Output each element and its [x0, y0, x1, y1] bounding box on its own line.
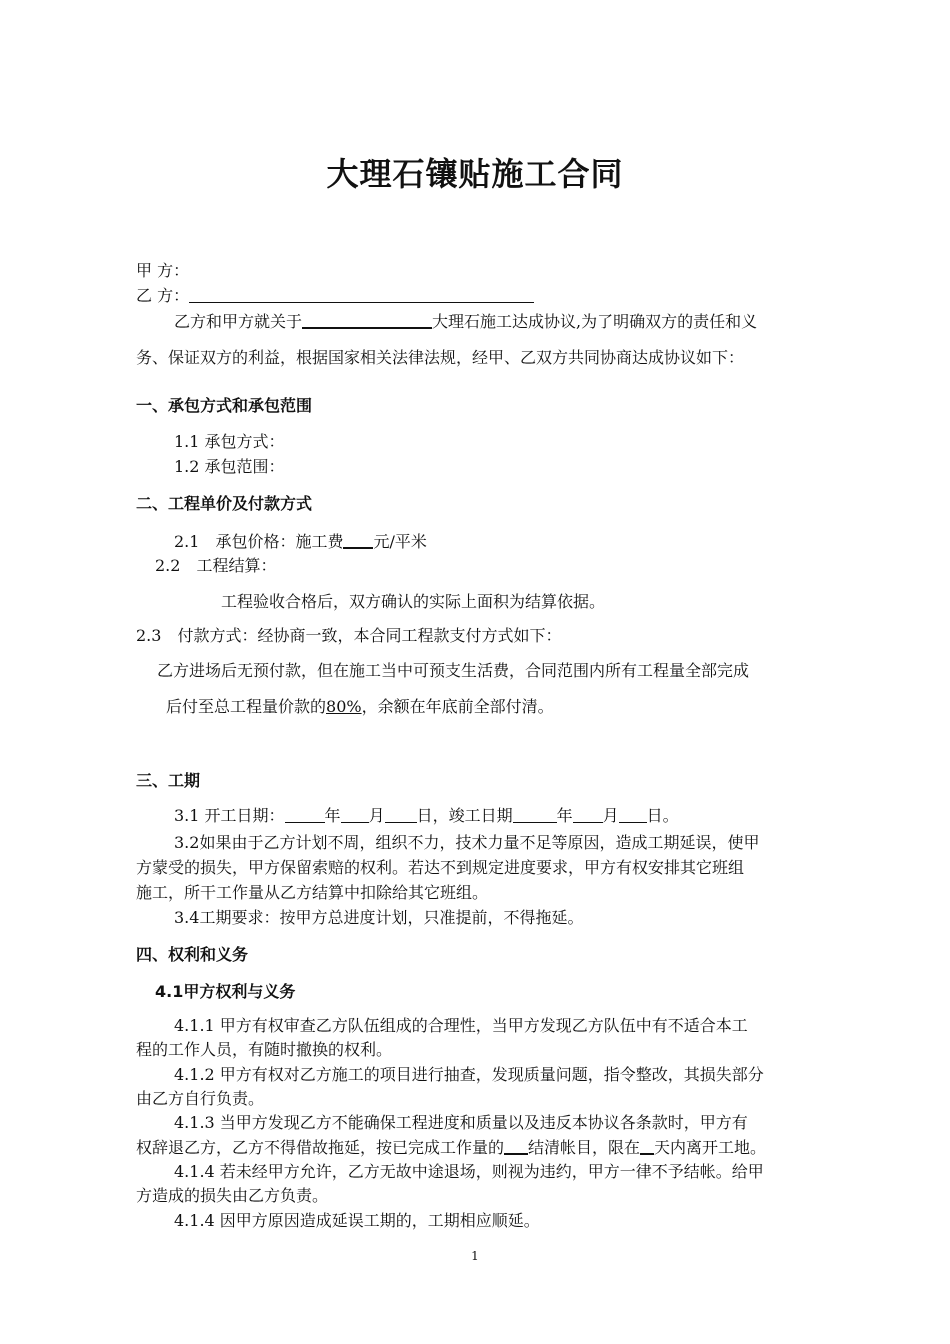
year-label: 年 [324, 806, 341, 825]
payment-text-2b: ，余额在年底前全部付清。 [361, 697, 554, 716]
clause-4-1-4b: 4.1.4 因甲方原因造成延误工期的，工期相应顺延。 [174, 1211, 540, 1230]
item-2-1-text: 2.1 承包价格：施工费 [174, 532, 344, 551]
payment-percent: 80% [326, 697, 362, 716]
start-day-blank [385, 806, 417, 823]
item-2-2-text: 工程验收合格后，双方确认的实际上面积为结算依据。 [221, 592, 606, 611]
item-3-1 [174, 806, 679, 826]
party-a-line [136, 261, 189, 281]
item-1-1: 1.1 承包方式： [174, 432, 285, 451]
days-blank [640, 1137, 654, 1155]
item-1-2: 1.2 承包范围： [174, 457, 285, 476]
month-label: 月 [368, 806, 385, 825]
day-label-2: 日。 [646, 806, 679, 825]
payment-line-2 [166, 697, 554, 717]
month-label-2: 月 [602, 806, 619, 825]
page-number: 1 [471, 1249, 479, 1263]
end-year-blank [513, 806, 557, 823]
payment-text-2a: 后付至总工程量价款的 [166, 697, 327, 716]
party-b-line [136, 286, 534, 306]
payment-line-1: 乙方进场后无预付款，但在施工当中可预支生活费，合同范围内所有工程量全部完成 [157, 661, 750, 680]
clause-4-1-3-line-2 [136, 1137, 766, 1158]
project-name-blank [302, 311, 432, 329]
clause-4-1-2-line-1: 4.1.2 甲方有权对乙方施工的项目进行抽查，发现质量问题，指令整改，其损失部分 [174, 1065, 764, 1084]
item-3-2-line-3: 施工，所干工作量从乙方结算中扣除给其它班组。 [136, 883, 489, 902]
clause-4-1-1-line-1: 4.1.1 甲方有权审查乙方队伍组成的合理性，当甲方发现乙方队伍中有不适合本工 [174, 1016, 748, 1035]
intro-line-2: 务、保证双方的利益，根据国家相关法律法规，经甲、乙双方共同协商达成协议如下： [136, 348, 745, 367]
start-year-blank [285, 806, 325, 823]
settlement-percent-blank [504, 1137, 528, 1155]
end-day-blank [619, 806, 647, 823]
clause-4-1-3-text-c: 天内离开工地。 [654, 1138, 767, 1157]
item-2-2: 2.2 工程结算： [155, 556, 277, 575]
intro-line-1 [174, 311, 757, 332]
clause-4-1-3-line-1: 4.1.3 当甲方发现乙方不能确保工程进度和质量以及违反本协议各条款时，甲方有 [174, 1113, 748, 1132]
clause-4-1-4-line-2: 方造成的损失由乙方负责。 [136, 1186, 329, 1205]
party-b-label: 乙 方： [136, 286, 190, 305]
item-2-1 [174, 531, 427, 552]
clause-4-1-3-text-b: 结清帐目，限在 [528, 1138, 641, 1157]
clause-4-1-2-line-2: 由乙方自行负责。 [136, 1089, 265, 1108]
section-4-heading: 四、权利和义务 [136, 945, 249, 964]
intro-text-1a: 乙方和甲方就关于 [174, 312, 303, 331]
clause-4-1-1-line-2: 程的工作人员，有随时撤换的权利。 [136, 1040, 393, 1059]
item-3-2-line-1: 3.2如果由于乙方计划不周，组织不力，技术力量不足等原因，造成工期延误，使甲 [174, 833, 760, 852]
party-b-blank [189, 286, 534, 303]
document-title: 大理石镶贴施工合同 [326, 155, 624, 193]
clause-4-1-3-text-a: 权辞退乙方，乙方不得借故拖延，按已完成工作量的 [136, 1138, 505, 1157]
item-3-4: 3.4工期要求：按甲方总进度计划，只准提前，不得拖延。 [174, 908, 584, 927]
party-a-label: 甲 方： [136, 261, 190, 280]
section-3-heading: 三、工期 [136, 771, 201, 790]
unit-price-blank [343, 531, 373, 549]
subsection-4-1-heading: 4.1甲方权利与义务 [155, 982, 296, 1001]
end-date-label: 日，竣工日期 [416, 806, 513, 825]
year-label-2: 年 [556, 806, 573, 825]
item-2-3: 2.3 付款方式：经协商一致，本合同工程款支付方式如下： [136, 626, 562, 645]
start-month-blank [341, 806, 369, 823]
end-month-blank [573, 806, 603, 823]
item-2-1-unit: 元/平米 [373, 532, 427, 551]
intro-text-1b: 大理石施工达成协议,为了明确双方的责任和义 [432, 312, 758, 331]
section-2-heading: 二、工程单价及付款方式 [136, 494, 313, 513]
section-1-heading: 一、承包方式和承包范围 [136, 396, 313, 415]
clause-4-1-4-line-1: 4.1.4 若未经甲方允许，乙方无故中途退场，则视为违约，甲方一律不予结帐。给甲 [174, 1162, 764, 1181]
item-3-2-line-2: 方蒙受的损失，甲方保留索赔的权利。若达不到规定进度要求，甲方有权安排其它班组 [136, 858, 745, 877]
start-date-label: 3.1 开工日期： [174, 806, 285, 825]
